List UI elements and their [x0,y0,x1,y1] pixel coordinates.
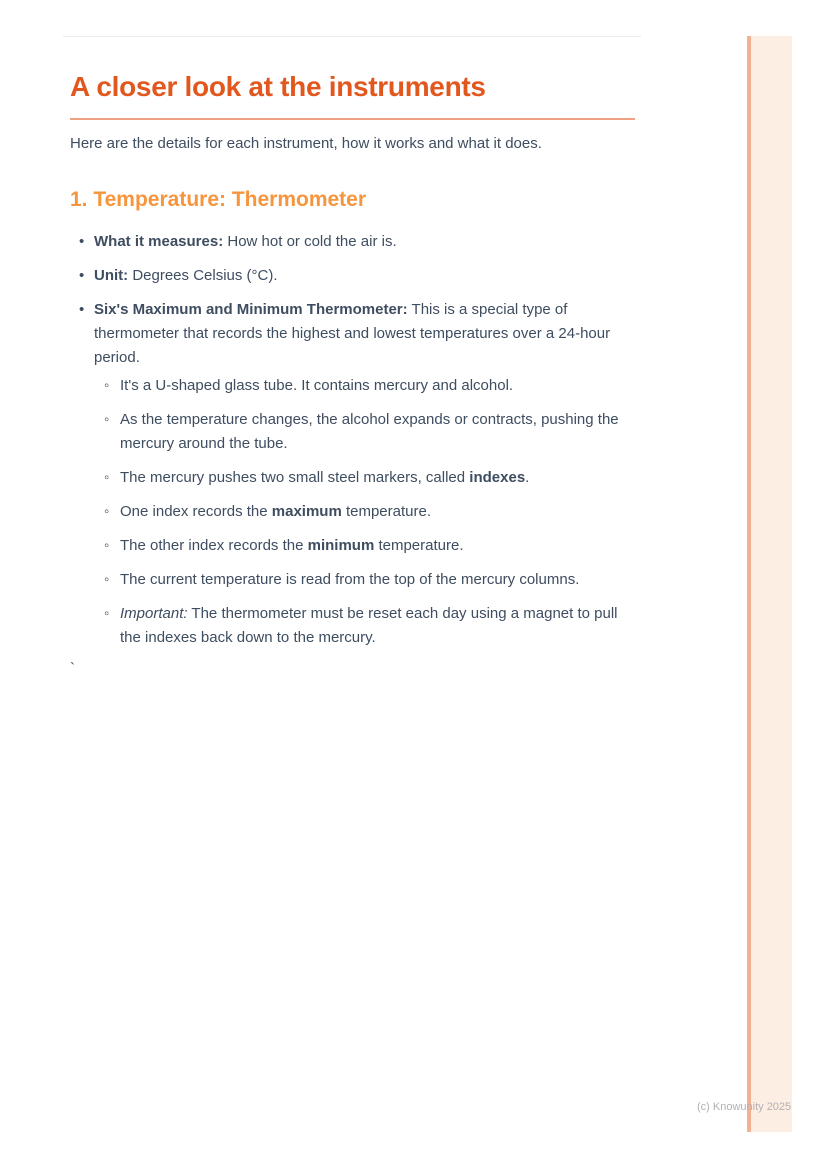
sub-bullet-bold: indexes [469,469,526,486]
sub-bullet-text-after: temperature. [341,503,432,520]
bullet-list [70,230,635,650]
section-body [70,230,635,660]
bullet-label: Unit: [94,267,129,284]
footer-credit: (c) Knowunity 2025 [697,1101,792,1113]
bullet-unit [70,264,635,288]
sub-bullet-text: The current temperature is read from the top of the mercury columns. [120,571,580,588]
bullet-label: Six's Maximum and Minimum Thermometer: [94,301,408,318]
sub-bullet-maximum [94,500,635,524]
stray-backtick-mark: ` [70,660,75,677]
sub-bullet-bold: minimum [307,537,375,554]
sub-bullet-text-after: temperature. [374,537,464,554]
bullet-sixs-thermometer [70,298,635,650]
sub-bullet-text: The mercury pushes two small steel markers, called [120,469,470,486]
sub-bullet-list [94,374,635,650]
section-heading-temperature: 1. Temperature: Thermometer [70,188,367,211]
sub-bullet-steel-markers [94,466,635,490]
bullet-what-it-measures [70,230,635,254]
bullet-text: How hot or cold the air is. [223,233,397,250]
sub-bullet-text: The thermometer must be reset each day using a magnet to pull the indexes back down to the mercury. [120,605,618,646]
page-edge-stripe [747,36,792,1132]
sub-bullet-bold: maximum [271,503,342,520]
top-divider [63,36,641,37]
sub-bullet-text: One index records the [120,503,272,520]
sub-bullet-current-temperature [94,568,635,592]
bullet-text: Degrees Celsius (°C). [128,267,278,284]
bullet-label: What it measures: [94,233,224,250]
sub-bullet-text: It's a U-shaped glass tube. It contains mercury and alcohol. [120,377,514,394]
sub-bullet-italic: Important: [120,605,188,622]
sub-bullet-alcohol-expands [94,408,635,456]
sub-bullet-u-shaped-tube [94,374,635,398]
intro-paragraph: Here are the details for each instrument, how it works and what it does. [70,135,542,152]
page-title: A closer look at the instruments [70,71,486,102]
sub-bullet-text: As the temperature changes, the alcohol expands or contracts, pushing the mercury around the tube. [120,411,619,452]
sub-bullet-text: The other index records the [120,537,308,554]
sub-bullet-minimum [94,534,635,558]
title-underline [70,118,635,120]
bullet-text: This is a special type of thermometer that records the highest and lowest temperatures over a 24-hour period. [94,301,611,366]
sub-bullet-important-reset [94,602,635,650]
sub-bullet-text-after: . [525,469,530,486]
